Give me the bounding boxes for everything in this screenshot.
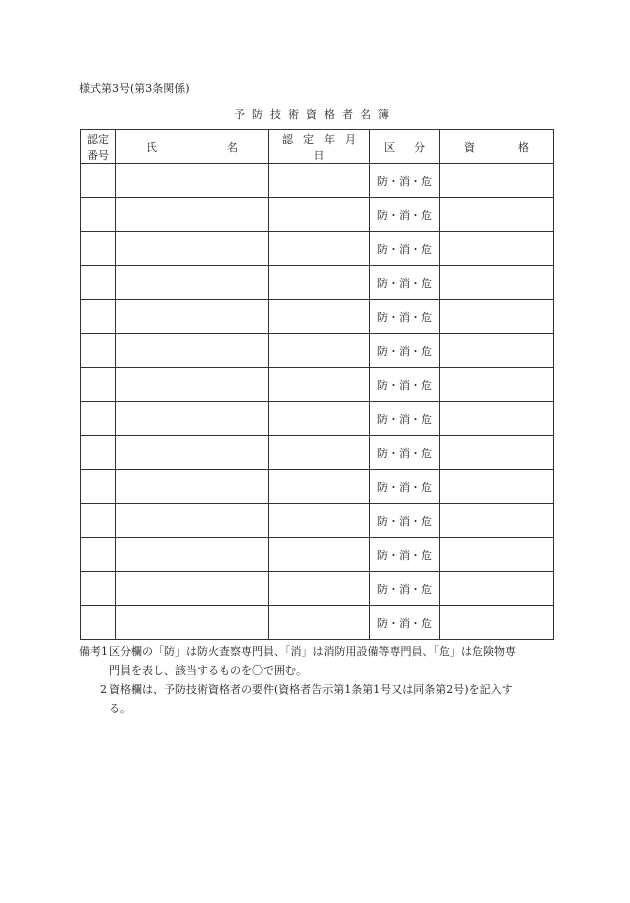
cell-date xyxy=(269,606,370,640)
cell-qualification xyxy=(440,538,554,572)
cell-number xyxy=(81,368,116,402)
cell-name xyxy=(116,334,269,368)
table-row xyxy=(81,232,554,266)
table-row xyxy=(81,334,554,368)
col-header-number-line1: 認定 xyxy=(87,132,109,146)
table-row xyxy=(81,164,554,198)
cell-number xyxy=(81,572,116,606)
col-header-number xyxy=(81,130,116,164)
table-row xyxy=(81,538,554,572)
remark-1 xyxy=(79,642,559,680)
cell-number xyxy=(81,606,116,640)
col-header-qualification-first: 資 xyxy=(464,140,475,154)
cell-date xyxy=(269,402,370,436)
cell-date xyxy=(269,504,370,538)
col-header-date xyxy=(269,130,370,164)
col-header-name-first: 氏 xyxy=(146,140,157,154)
table-row xyxy=(81,266,554,300)
remark-1-line2: 門員を表し、該当するものを〇で囲む。 xyxy=(109,664,307,677)
remark-2-number: 2 xyxy=(100,683,107,696)
col-header-date-char: 定 xyxy=(303,132,314,146)
cell-date xyxy=(269,266,370,300)
cell-name xyxy=(116,198,269,232)
cell-category: 防・消・危 xyxy=(370,436,440,470)
remark-label: 備考1 xyxy=(79,645,108,658)
cell-category: 防・消・危 xyxy=(370,572,440,606)
cell-qualification xyxy=(440,470,554,504)
table-row xyxy=(81,504,554,538)
cell-category: 防・消・危 xyxy=(370,470,440,504)
table-row xyxy=(81,436,554,470)
cell-name xyxy=(116,504,269,538)
col-header-date-char: 認 xyxy=(282,132,293,146)
cell-name xyxy=(116,606,269,640)
remark-1-line1: 区分欄の「防」は防火査察専門員、「消」は消防用設備等専門員、「危」は危険物専 xyxy=(109,645,516,658)
cell-date xyxy=(269,436,370,470)
table-row xyxy=(81,572,554,606)
cell-name xyxy=(116,368,269,402)
cell-category: 防・消・危 xyxy=(370,266,440,300)
cell-date xyxy=(269,198,370,232)
cell-name xyxy=(116,470,269,504)
cell-name xyxy=(116,538,269,572)
col-header-date-char: 日 xyxy=(313,148,325,162)
cell-name xyxy=(116,232,269,266)
cell-category: 防・消・危 xyxy=(370,504,440,538)
cell-name xyxy=(116,300,269,334)
cell-category: 防・消・危 xyxy=(370,334,440,368)
cell-qualification xyxy=(440,198,554,232)
qualified-persons-register-table xyxy=(80,129,554,640)
cell-qualification xyxy=(440,436,554,470)
cell-date xyxy=(269,572,370,606)
cell-date xyxy=(269,232,370,266)
table-header-row xyxy=(81,130,554,164)
cell-qualification xyxy=(440,572,554,606)
cell-name xyxy=(116,164,269,198)
form-number-label: 様式第3号(第3条関係) xyxy=(79,82,190,95)
col-header-category-last: 分 xyxy=(414,140,425,154)
cell-category: 防・消・危 xyxy=(370,538,440,572)
cell-date xyxy=(269,470,370,504)
cell-date xyxy=(269,334,370,368)
table-row xyxy=(81,606,554,640)
cell-qualification xyxy=(440,368,554,402)
cell-number xyxy=(81,470,116,504)
remarks xyxy=(79,642,559,718)
col-header-qualification xyxy=(440,130,554,164)
cell-qualification xyxy=(440,504,554,538)
cell-number xyxy=(81,504,116,538)
cell-name xyxy=(116,402,269,436)
cell-date xyxy=(269,538,370,572)
cell-category: 防・消・危 xyxy=(370,300,440,334)
col-header-name xyxy=(116,130,269,164)
cell-category: 防・消・危 xyxy=(370,606,440,640)
cell-date xyxy=(269,368,370,402)
cell-category: 防・消・危 xyxy=(370,198,440,232)
cell-number xyxy=(81,334,116,368)
cell-name xyxy=(116,572,269,606)
cell-qualification xyxy=(440,164,554,198)
table-row xyxy=(81,300,554,334)
cell-category: 防・消・危 xyxy=(370,368,440,402)
cell-category: 防・消・危 xyxy=(370,164,440,198)
cell-qualification xyxy=(440,334,554,368)
col-header-category-first: 区 xyxy=(384,140,395,154)
cell-number xyxy=(81,402,116,436)
col-header-number-line2: 番号 xyxy=(87,148,109,162)
cell-number xyxy=(81,232,116,266)
cell-name xyxy=(116,266,269,300)
remark-2-line1: 資格欄は、予防技術資格者の要件(資格者告示第1条第1号又は同条第2号)を記入す xyxy=(109,683,513,696)
table-row xyxy=(81,470,554,504)
table-row xyxy=(81,368,554,402)
table-row xyxy=(81,402,554,436)
cell-number xyxy=(81,300,116,334)
remark-2-line2: る。 xyxy=(109,702,131,715)
cell-date xyxy=(269,164,370,198)
cell-category: 防・消・危 xyxy=(370,402,440,436)
cell-number xyxy=(81,538,116,572)
cell-qualification xyxy=(440,606,554,640)
table-row xyxy=(81,198,554,232)
cell-qualification xyxy=(440,300,554,334)
cell-date xyxy=(269,300,370,334)
remark-2 xyxy=(79,680,559,718)
cell-number xyxy=(81,266,116,300)
col-header-date-char: 年 xyxy=(324,132,335,146)
cell-qualification xyxy=(440,402,554,436)
cell-number xyxy=(81,164,116,198)
cell-qualification xyxy=(440,266,554,300)
col-header-name-last: 名 xyxy=(227,140,238,154)
cell-category: 防・消・危 xyxy=(370,232,440,266)
col-header-qualification-last: 格 xyxy=(518,140,529,154)
document-title: 予防技術資格者名簿 xyxy=(234,108,396,121)
col-header-date-char: 月 xyxy=(345,132,356,146)
col-header-category xyxy=(370,130,440,164)
cell-qualification xyxy=(440,232,554,266)
cell-name xyxy=(116,436,269,470)
cell-number xyxy=(81,436,116,470)
cell-number xyxy=(81,198,116,232)
